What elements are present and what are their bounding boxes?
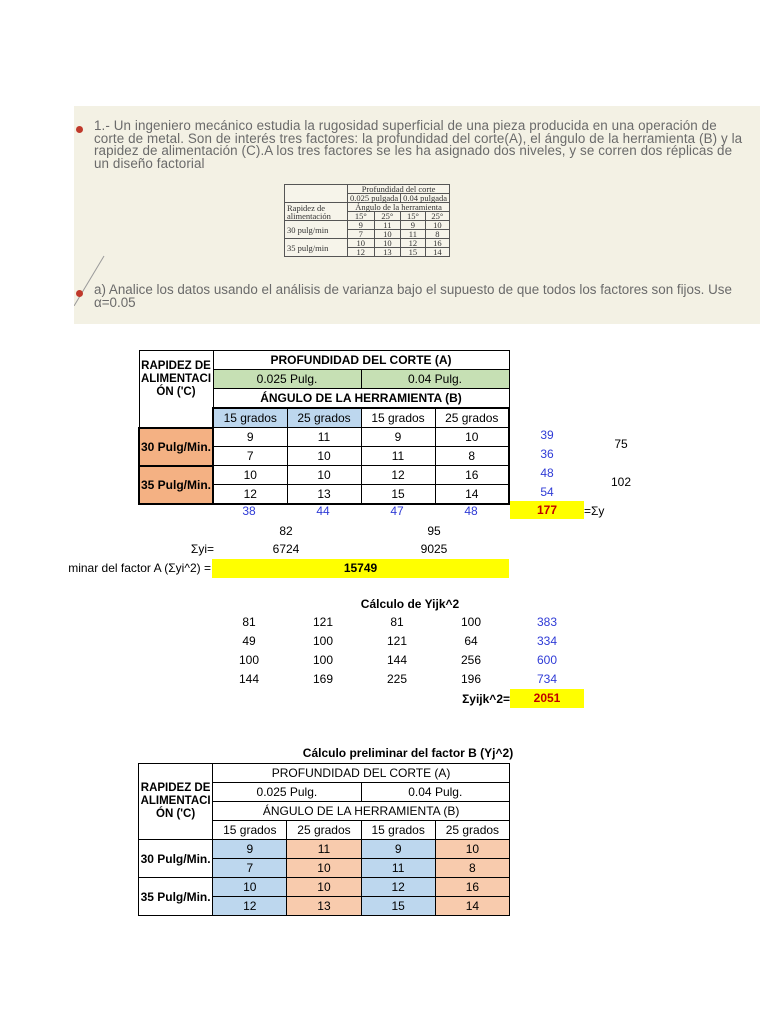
syi-label: Σyi= [190,542,214,556]
prelim-a-label: minar del factor A (Σyi^2) = [68,561,211,575]
problem-statement: 1.- Un ingeniero mecánico estudia la rugosidad superficial de una pieza producida en una operación de corte de metal. Son de interés tres factores: la profundidad del corte(A), el ángulo de la herramienta (B) y la rapidez de alimentación (C).A los tres factores se les ha asignado dos niveles, y se corren dos réplicas de un diseño factorial [94,118,743,171]
table-cell: 14 [435,485,509,505]
table-cell: 7 [213,447,287,466]
table-cell: 10 [287,878,361,897]
col-sum: 44 [316,504,330,518]
table-cell: 9 [213,840,287,859]
profundidad-header: PROFUNDIDAD DEL CORTE (A) [213,764,510,783]
square-cell: 256 [460,653,482,667]
square-row-sum: 600 [536,653,558,667]
square-cell: 100 [312,634,334,648]
problem-question: a) Analice los datos usando el análisis de varianza bajo el supuesto de que todos los factores son fijos. Use α=0.05 [94,282,732,310]
square-cell: 100 [460,615,482,629]
row-label-35: 35 Pulg/Min. [139,466,213,505]
col-sum: 48 [464,504,478,518]
data-table-1 [138,350,510,505]
table-cell: 11 [361,859,435,878]
bullet-icon [76,290,83,297]
angulo-header: ÁNGULO DE LA HERRAMIENTA (B) [213,389,509,409]
square-cell: 64 [464,634,478,648]
square-cell: 169 [312,672,334,686]
angle-col: 15 grados [213,408,287,428]
square-cell: 49 [242,634,256,648]
square-cell: 100 [238,653,260,667]
angle-col: 25 grados [287,408,361,428]
problem-image [74,106,760,324]
table-cell: 11 [287,428,361,447]
depth-level-2: 0.04 Pulg. [361,783,509,802]
squares-title: Cálculo de Yijk^2 [360,597,460,611]
row-sum: 39 [540,428,554,442]
table-cell: 10 [435,428,509,447]
square-row-sum: 734 [536,672,558,686]
pair-sum: 75 [614,437,628,451]
row-sum: 54 [540,485,554,499]
square-cell: 196 [460,672,482,686]
row-label-30: 30 Pulg/Min. [139,428,213,466]
grand-total-label: =Σy [584,504,605,518]
squares-total-label: Σyijk^2= [462,692,510,706]
syi-value: 6724 [272,542,300,556]
table-cell: 8 [435,447,509,466]
factor-a-sum: 82 [279,524,293,538]
square-cell: 121 [386,634,408,648]
row-label-30: 30 Pulg/Min. [139,840,213,878]
table-cell: 12 [361,878,435,897]
depth-level-1: 0.025 Pulg. [213,783,361,802]
square-cell: 144 [238,672,260,686]
angle-col: 25 grados [287,821,361,840]
square-cell: 144 [386,653,408,667]
table-cell: 9 [213,428,287,447]
profundidad-header: PROFUNDIDAD DEL CORTE (A) [213,351,509,370]
table-cell: 14 [435,897,509,916]
table-cell: 16 [435,878,509,897]
angle-col: 25 grados [435,408,509,428]
table-cell: 13 [287,485,361,505]
table-cell: 12 [361,466,435,485]
square-cell: 100 [312,653,334,667]
row-sum: 36 [540,447,554,461]
pair-sum: 102 [610,475,632,489]
angulo-header: ÁNGULO DE LA HERRAMIENTA (B) [213,802,510,821]
depth-level-1: 0.025 Pulg. [213,370,361,389]
table-cell: 10 [213,878,287,897]
table-cell: 10 [435,840,509,859]
table-cell: 10 [287,447,361,466]
table-cell: 9 [361,428,435,447]
table-cell: 13 [287,897,361,916]
table-cell: 10 [287,859,361,878]
table-cell: 7 [213,859,287,878]
depth-level-2: 0.04 Pulg. [361,370,509,389]
table-cell: 15 [361,485,435,505]
square-cell: 121 [312,615,334,629]
square-row-sum: 334 [536,634,558,648]
table-cell: 15 [361,897,435,916]
table-cell: 9 [361,840,435,859]
angle-col: 25 grados [435,821,509,840]
squares-total: 2051 [510,689,584,708]
table-cell: 10 [213,466,287,485]
table-cell: 8 [435,859,509,878]
syi-value: 9025 [420,542,448,556]
table-cell: 11 [361,447,435,466]
data-table-2 [138,763,510,916]
table-cell: 12 [213,485,287,505]
factor-a-sum: 95 [427,524,441,538]
square-cell: 81 [242,615,256,629]
angle-col: 15 grados [361,408,435,428]
problem-data-table: Profundidad del corte 0.025 pulgada 0.04 pulgada Rapidez de alimentación Ángulo de la herramienta 15° 25° 15° 25° 30 pulg/min 9 11 9 10 7 10 11 8 35 pulg/min 10 10 12 16 12 13 15 14 [284,184,450,257]
row-label-35: 35 Pulg/Min. [139,878,213,916]
square-row-sum: 383 [536,615,558,629]
bullet-icon [76,126,83,133]
prelim-a-value: 15749 [212,559,509,578]
table2-title: Cálculo preliminar del factor B (Yj^2) [302,746,514,760]
table-cell: 10 [287,466,361,485]
square-cell: 225 [386,672,408,686]
rapidez-header: RAPIDEZ DE ALIMENTACI ÓN ('C) [139,764,213,840]
grand-total: 177 [510,501,584,519]
col-sum: 38 [242,504,256,518]
table-cell: 11 [287,840,361,859]
rapidez-header: RAPIDEZ DE ALIMENTACI ÓN ('C) [139,351,213,409]
row-sum: 48 [540,466,554,480]
angle-col: 15 grados [361,821,435,840]
col-sum: 47 [390,504,404,518]
angle-col: 15 grados [213,821,287,840]
table-cell: 12 [213,897,287,916]
table-cell: 16 [435,466,509,485]
square-cell: 81 [390,615,404,629]
